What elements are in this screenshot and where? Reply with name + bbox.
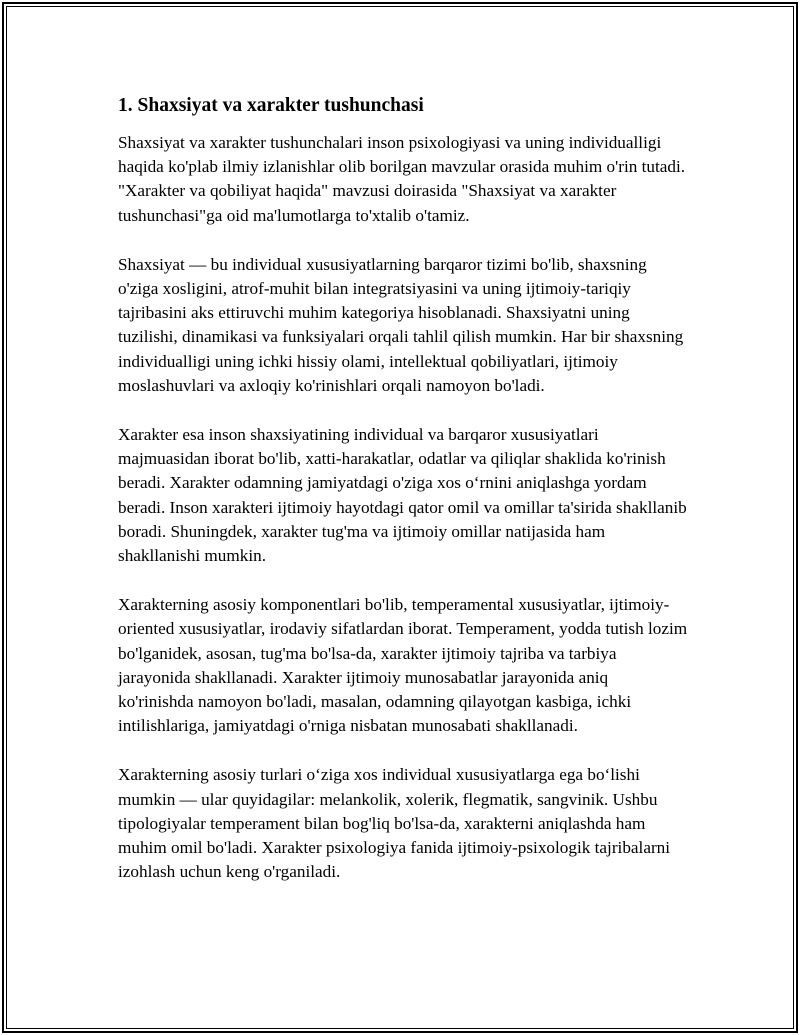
paragraph-types: Xarakterning asosiy turlari o‘ziga xos individual xususiyatlarga ega bo‘lishi mumkin — ular quyidagilar: melankolik, xolerik, flegmatik, sangvinik. Ushbu tipologiyalar temperament bilan bog'liq bo'lsa-da, xarakterni aniqlashda ham muhim omil bo'ladi. Xarakter psixologiya fanida ijtimoiy-psixologik tajribalarni izohlash uchun keng o'rganiladi. [118, 765, 671, 882]
paragraph-components: Xarakterning asosiy komponentlari bo'lib, temperamental xususiyatlar, ijtimoiy-oriented xususiyatlar, irodaviy sifatlardan iborat. Temperament, yodda tutish lozim bo'lganidek, asosan, tug'ma bo'lsa-da, xarakter ijtimoiy tajriba va tarbiya jarayonida shakllanadi. Xarakter ijtimoiy munosabatlar jarayonida aniq ko'rinishda namoyon bo'ladi, masalan, odamning qilayotgan kasbiga, ichki intilishlariga, jamiyatdagi o'rniga nisbatan munosabati shakllanadi. [118, 595, 688, 736]
document-body [118, 92, 688, 909]
paragraph-shaxsiyat: Shaxsiyat — bu individual xususiyatlarning barqaror tizimi bo'lib, shaxsning o'ziga xosligini, atrof-muhit bilan integratsiyasini va uning ijtimoiy-tariqiy tajribasini aks ettiruvchi muhim kategoriya hisoblanadi. Shaxsiyatni uning tuzilishi, dinamikasi va funksiyalari orqali tahlil qilish mumkin. Har bir shaxsning individualligi uning ichki hissiy olami, intellektual qobiliyatlari, ijtimoiy moslashuvlari va axloqiy ko'rinishlari orqali namoyon bo'ladi. [118, 254, 684, 395]
paragraph-xarakter: Xarakter esa inson shaxsiyatining individual va barqaror xususiyatlari majmuasidan iborat bo'lib, xatti-harakatlar, odatlar va qiliqlar shaklida ko'rinish beradi. Xarakter odamning jamiyatdagi o'ziga xos o‘rnini aniqlashga yordam beradi. Inson xarakteri ijtimoiy hayotdagi qator omil va omillar ta'sirida shakllanib boradi. Shuningdek, xarakter tug'ma va ijtimoiy omillar natijasida ham shakllanishi mumkin. [118, 425, 687, 566]
paragraph-intro: Shaxsiyat va xarakter tushunchalari inson psixologiyasi va uning individualligi haqida ko'plab ilmiy izlanishlar olib borilgan mavzular orasida muhim o'rin tutadi. "Xarakter va qobiliyat haqida" mavzusi doirasida "Shaxsiyat va xarakter tushunchasi"ga oid ma'lumotlarga to'xtalib o'tamiz. [118, 133, 686, 225]
section-heading: 1. Shaxsiyat va xarakter tushunchasi [118, 95, 424, 116]
